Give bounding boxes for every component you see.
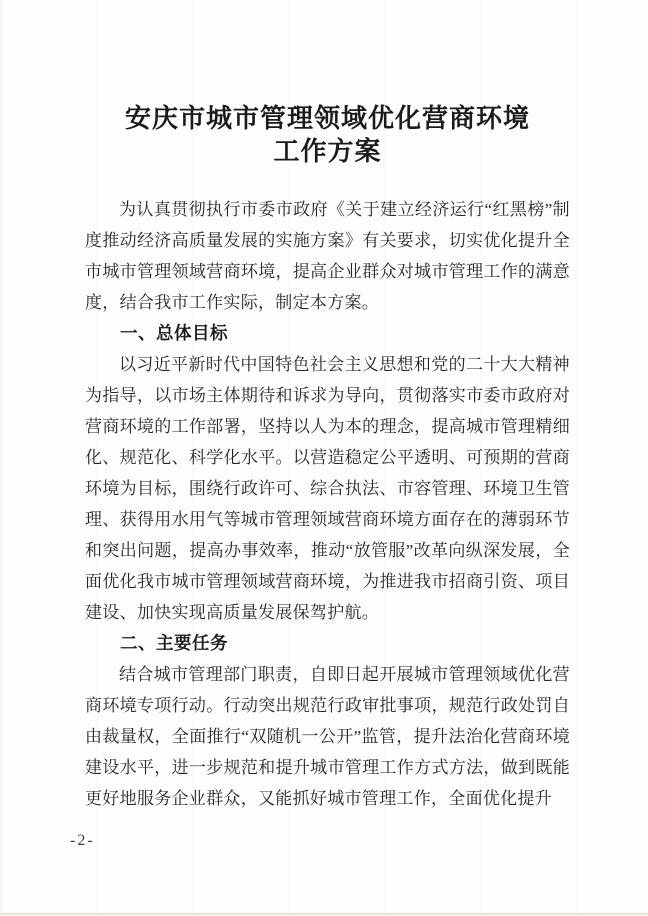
page-number: -2-: [70, 832, 95, 849]
section-heading: 一、总体目标: [120, 323, 228, 343]
document-title: [85, 102, 570, 168]
scan-edge-line: [0, 913, 648, 915]
document-content: [85, 194, 570, 814]
body-paragraph: 结合城市管理部门职责，自即日起开展城市管理领域优化营商环境专项行动。行动突出规范行政审批事项，规范行政处罚自由裁量权，全面推行“双随机一公开”监管，提升法治化营商环境建设水平，进一步规范和提升城市管理工作方式方法，做到既能更好地服务企业群众，又能抓好城市管理工作，全面优化提升: [85, 665, 570, 808]
section-heading: 二、主要任务: [120, 633, 228, 653]
title-line-1: 安庆市城市管理领域优化营商环境: [124, 104, 530, 133]
body-paragraph: 为认真贯彻执行市委市政府《关于建立经济运行“红黑榜”制度推动经济高质量发展的实施方案》有关要求，切实优化提升全市城市管理领域营商环境，提高企业群众对城市管理工作的满意度，结合我市工作实际，制定本方案。: [85, 200, 570, 312]
title-line-2: 工作方案: [273, 137, 382, 166]
body-paragraph: 以习近平新时代中国特色社会主义思想和党的二十大大精神为指导，以市场主体期待和诉求为导向，贯彻落实市委市政府对营商环境的工作部署，坚持以人为本的理念，提高城市管理精细化、规范化、科学化水平。以营造稳定公平透明、可预期的营商环境为目标，围绕行政许可、综合执法、市容管理、环境卫生管理、获得用水用气等城市管理领域营商环境方面存在的薄弱环节和突出问题，提高办事效率，推动“放管服”改革向纵深发展，全面优化我市城市管理领域营商环境，为推进我市招商引资、项目建设、加快实现高质量发展保驾护航。: [85, 355, 570, 622]
